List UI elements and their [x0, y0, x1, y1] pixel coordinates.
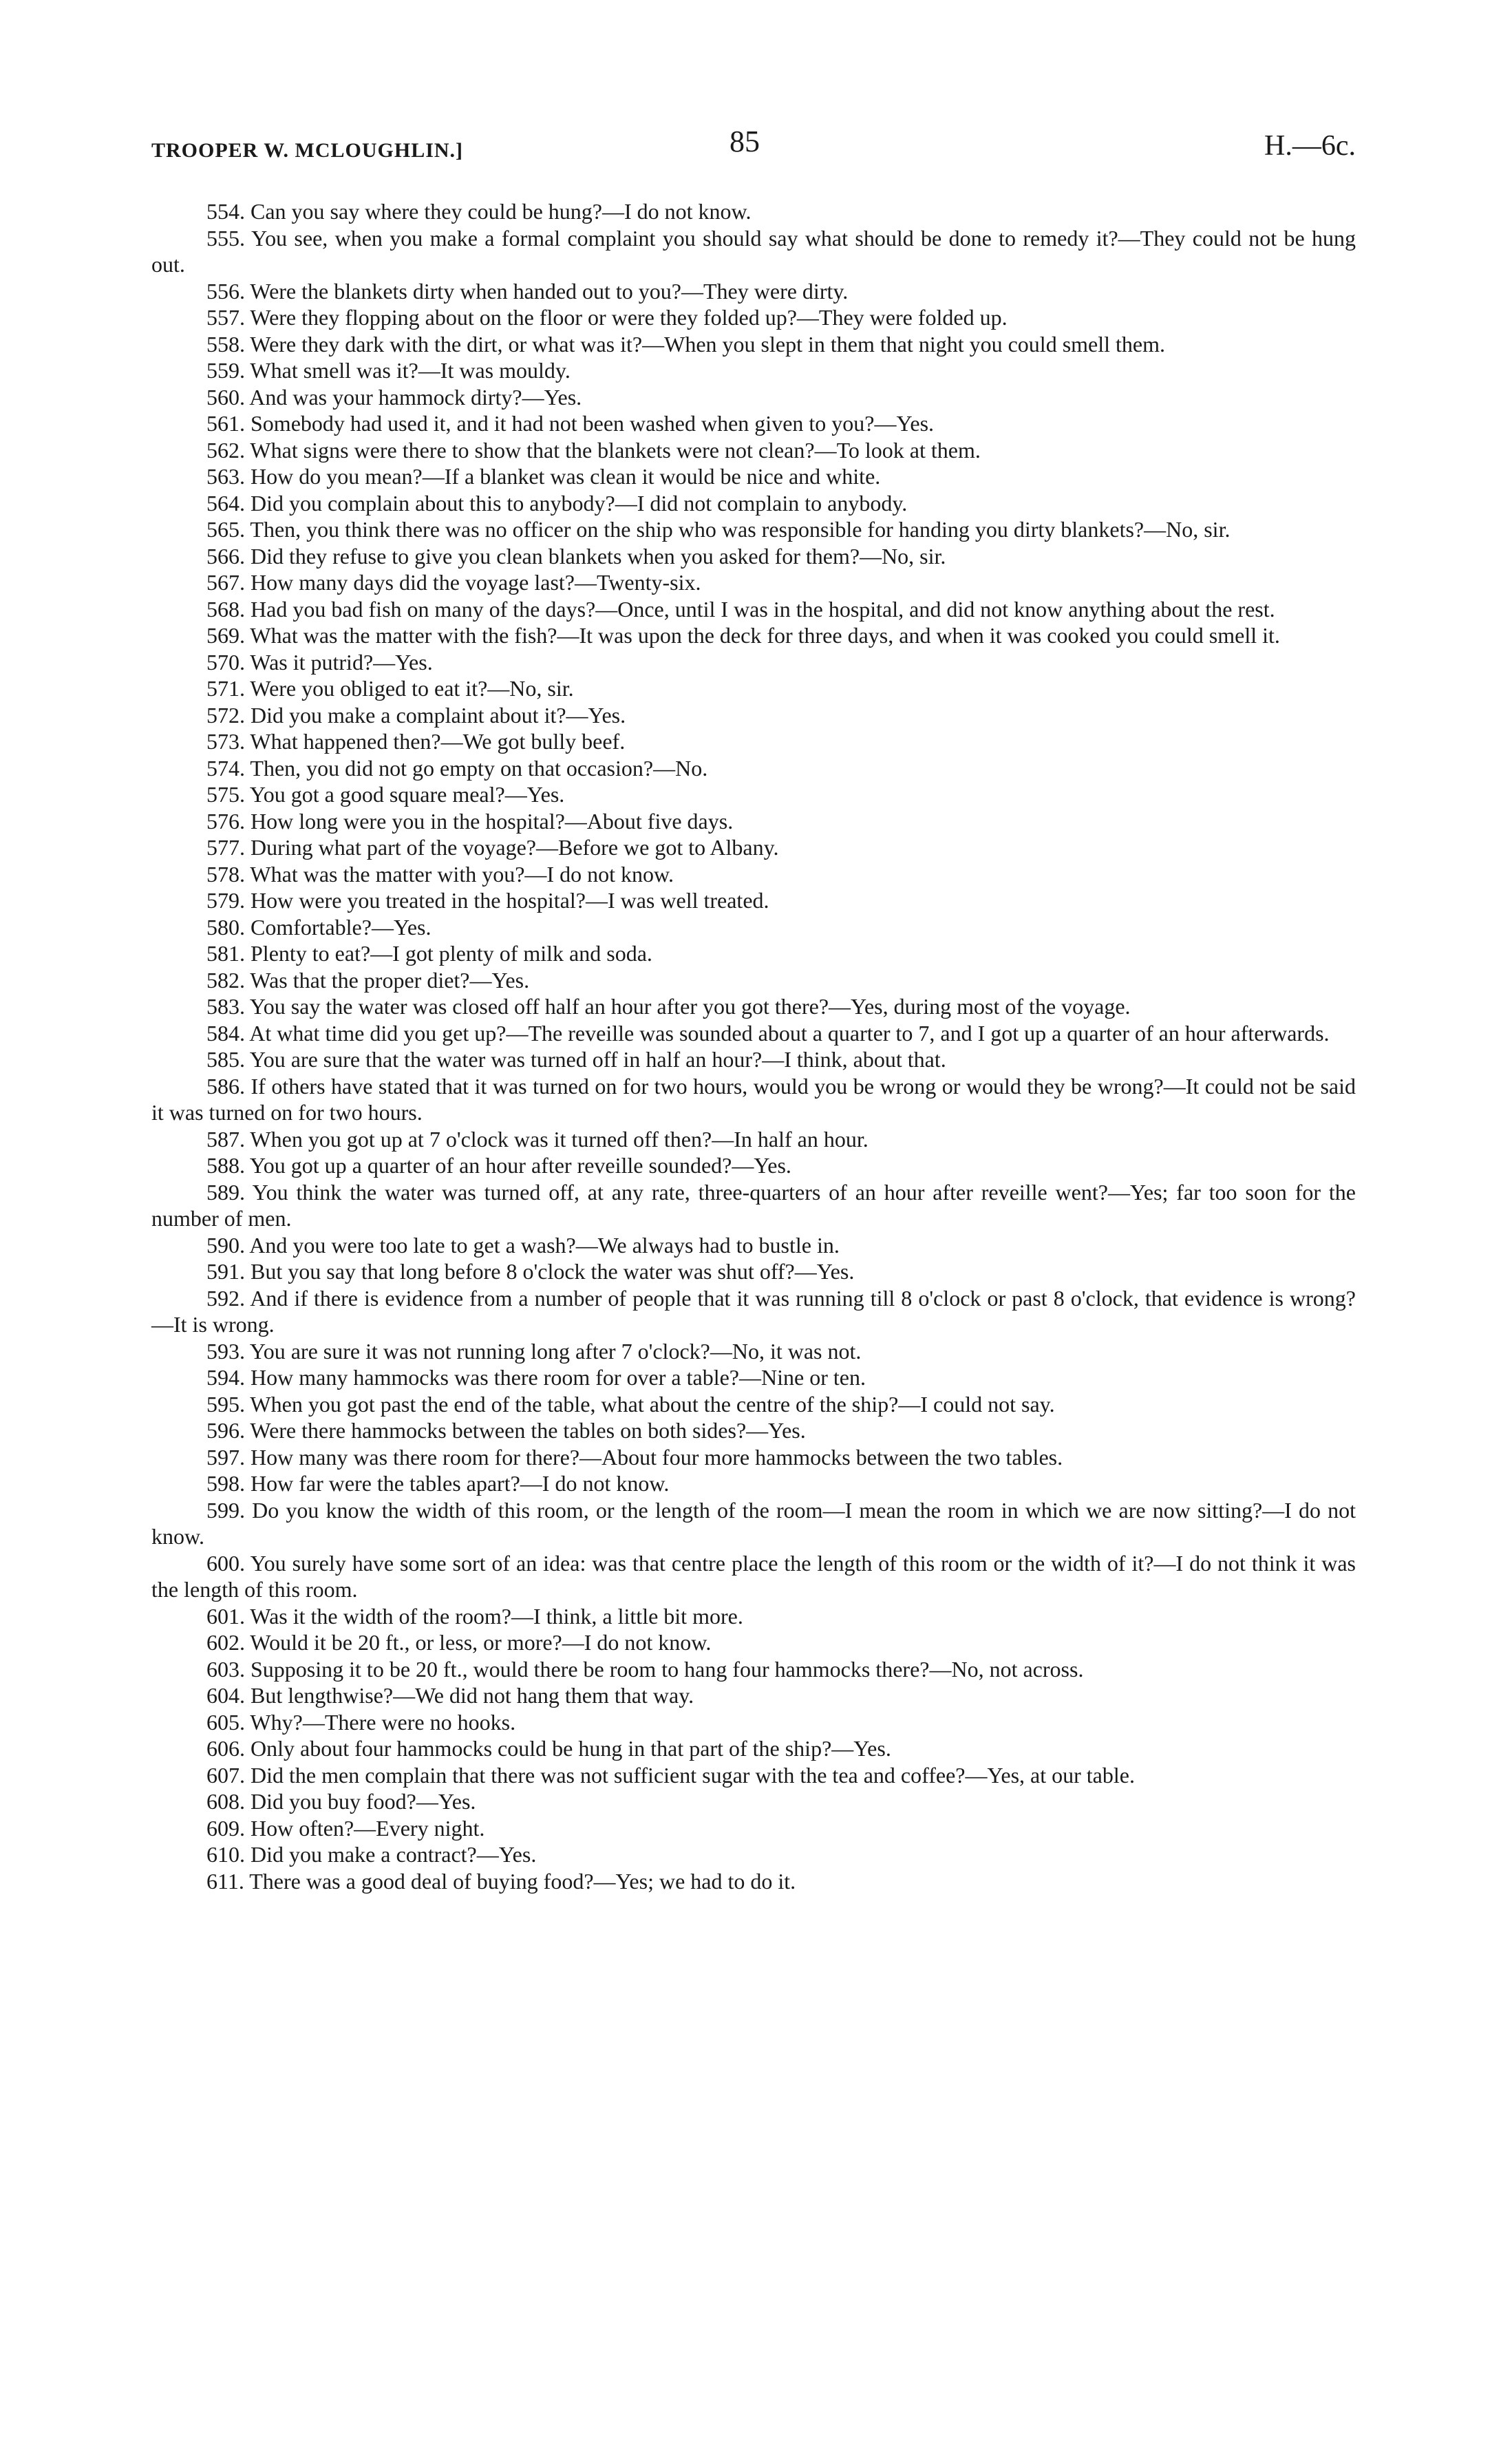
question-answer-entry: 589. You think the water was turned off, at any rate, three-quarters of an hour after reveille went?—Yes; far too soon for the number of men. [151, 1179, 1356, 1231]
question-answer-entry: 556. Were the blankets dirty when handed out to you?—They were dirty. [206, 278, 849, 304]
question-answer-entry: 568. Had you bad fish on many of the days?—Once, until I was in the hospital, and did not know anything about the rest. [206, 596, 1275, 622]
question-answer-entry: 610. Did you make a contract?—Yes. [206, 1842, 537, 1867]
question-answer-entry: 593. You are sure it was not running long after 7 o'clock?—No, it was not. [206, 1338, 862, 1364]
question-answer-entry: 604. But lengthwise?—We did not hang them that way. [206, 1683, 694, 1708]
question-answer-entry: 576. How long were you in the hospital?—About five days. [206, 808, 734, 834]
question-answer-entry: 564. Did you complain about this to anybody?—I did not complain to anybody. [206, 490, 908, 516]
question-answer-entry: 608. Did you buy food?—Yes. [206, 1789, 476, 1814]
question-answer-entry: 582. Was that the proper diet?—Yes. [206, 967, 530, 993]
question-answer-entry: 580. Comfortable?—Yes. [206, 914, 432, 940]
question-answer-entry: 583. You say the water was closed off half an hour after you got there?—Yes, during most of the voyage. [206, 994, 1131, 1019]
question-answer-entry: 601. Was it the width of the room?—I think, a little bit more. [206, 1603, 743, 1629]
question-answer-entry: 562. What signs were there to show that the blankets were not clean?—To look at them. [206, 437, 981, 463]
question-answer-entry: 591. But you say that long before 8 o'clock the water was shut off?—Yes. [206, 1259, 855, 1284]
question-answer-entry: 590. And you were too late to get a wash?—We always had to bustle in. [206, 1232, 840, 1258]
question-answer-entry: 588. You got up a quarter of an hour after reveille sounded?—Yes. [206, 1153, 791, 1178]
question-answer-entry: 558. Were they dark with the dirt, or what was it?—When you slept in them that night you could smell them. [206, 331, 1165, 357]
question-answer-entry: 605. Why?—There were no hooks. [206, 1709, 516, 1735]
question-answer-entry: 607. Did the men complain that there was not sufficient sugar with the tea and coffee?—Yes, at our table. [206, 1762, 1135, 1788]
question-answer-entry: 570. Was it putrid?—Yes. [206, 649, 433, 675]
question-answer-entry: 559. What smell was it?—It was mouldy. [206, 358, 571, 383]
question-answer-entry: 584. At what time did you get up?—The reveille was sounded about a quarter to 7, and I got up a quarter of an hour afterwards. [206, 1020, 1330, 1046]
question-answer-entry: 557. Were they flopping about on the floor or were they folded up?—They were folded up. [206, 305, 1008, 330]
question-answer-entry: 565. Then, you think there was no officer on the ship who was responsible for handing you dirty blankets?—No, sir. [206, 517, 1231, 542]
question-answer-entry: 561. Somebody had used it, and it had not been washed when given to you?—Yes. [206, 411, 935, 436]
question-answer-entry: 596. Were there hammocks between the tables on both sides?—Yes. [206, 1418, 806, 1443]
question-answer-entry: 563. How do you mean?—If a blanket was clean it would be nice and white. [206, 464, 881, 489]
testimony-list [151, 198, 1356, 1894]
question-answer-entry: 598. How far were the tables apart?—I do not know. [206, 1471, 670, 1496]
question-answer-entry: 575. You got a good square meal?—Yes. [206, 782, 565, 807]
question-answer-entry: 577. During what part of the voyage?—Before we got to Albany. [206, 835, 779, 860]
question-answer-entry: 567. How many days did the voyage last?—Twenty-six. [206, 570, 701, 595]
question-answer-entry: 587. When you got up at 7 o'clock was it turned off then?—In half an hour. [206, 1126, 869, 1152]
question-answer-entry: 611. There was a good deal of buying food?—Yes; we had to do it. [206, 1868, 796, 1894]
document-page [151, 124, 1356, 1894]
question-answer-entry: 571. Were you obliged to eat it?—No, sir. [206, 676, 574, 701]
question-answer-entry: 594. How many hammocks was there room for over a table?—Nine or ten. [206, 1365, 866, 1390]
question-answer-entry: 606. Only about four hammocks could be hung in that part of the ship?—Yes. [206, 1736, 891, 1761]
question-answer-entry: 560. And was your hammock dirty?—Yes. [206, 384, 582, 410]
question-answer-entry: 586. If others have stated that it was turned on for two hours, would you be wrong or would they be wrong?—It could not be said it was turned on for two hours. [151, 1073, 1356, 1125]
question-answer-entry: 595. When you got past the end of the table, what about the centre of the ship?—I could not say. [206, 1391, 1055, 1417]
question-answer-entry: 599. Do you know the width of this room, or the length of the room—I mean the room in which we are now sitting?—I do not know. [151, 1497, 1356, 1549]
question-answer-entry: 578. What was the matter with you?—I do not know. [206, 861, 674, 887]
question-answer-entry: 569. What was the matter with the fish?—It was upon the deck for three days, and when it was cooked you could smell it. [206, 623, 1280, 648]
question-answer-entry: 555. You see, when you make a formal complaint you should say what should be done to remedy it?—They could not be hung out. [151, 225, 1356, 277]
question-answer-entry: 573. What happened then?—We got bully beef. [206, 729, 626, 754]
question-answer-entry: 581. Plenty to eat?—I got plenty of milk and soda. [206, 941, 652, 966]
question-answer-entry: 579. How were you treated in the hospital?—I was well treated. [206, 888, 769, 913]
question-answer-entry: 602. Would it be 20 ft., or less, or more?—I do not know. [206, 1630, 712, 1655]
question-answer-entry: 603. Supposing it to be 20 ft., would there be room to hang four hammocks there?—No, not across. [206, 1656, 1084, 1682]
question-answer-entry: 609. How often?—Every night. [206, 1815, 485, 1841]
question-answer-entry: 554. Can you say where they could be hung?—I do not know. [206, 199, 752, 224]
question-answer-entry: 574. Then, you did not go empty on that occasion?—No. [206, 755, 708, 781]
question-answer-entry: 585. You are sure that the water was turned off in half an hour?—I think, about that. [206, 1047, 946, 1072]
question-answer-entry: 572. Did you make a complaint about it?—Yes. [206, 702, 626, 728]
document-reference: H.—6c. [1264, 130, 1356, 162]
page-number: 85 [730, 125, 760, 158]
question-answer-entry: 566. Did they refuse to give you clean blankets when you asked for them?—No, sir. [206, 543, 946, 569]
question-answer-entry: 600. You surely have some sort of an idea: was that centre place the length of this room or the width of it?—I do not think it was the length of this room. [151, 1550, 1356, 1602]
question-answer-entry: 592. And if there is evidence from a number of people that it was running till 8 o'clock or past 8 o'clock, that evidence is wrong?—It is wrong. [151, 1285, 1356, 1337]
page-header [151, 124, 1356, 172]
question-answer-entry: 597. How many was there room for there?—About four more hammocks between the two tables. [206, 1444, 1063, 1470]
running-head-witness: TROOPER W. MCLOUGHLIN.] [151, 139, 464, 162]
